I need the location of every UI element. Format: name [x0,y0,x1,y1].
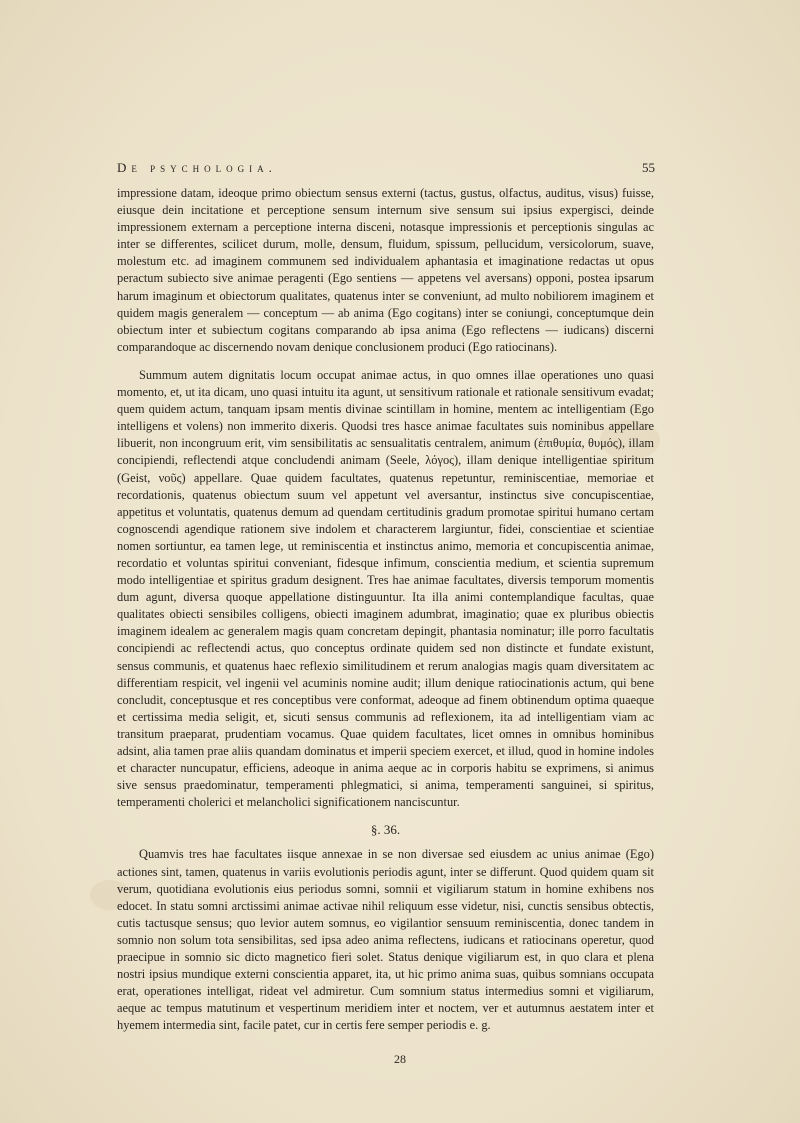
page-header [117,160,655,176]
section-heading: §. 36. [370,822,401,838]
section-paragraph: Quamvis tres hae facultates iisque annexae in se non diversae sed eiusdem ac unius animae (Ego) actiones sint, tamen, quatenus in variis evolutionis periodis agunt, inter se differunt. Quod quidem quam sit verum, quotidiana evolutionis eius periodus somni, somnii et vigiliarum statum in homine exhibens nos edocet. In statu somni arctissimi animae activae nihil reliquum esse videtur, nisi, cunctis sensibus obtectis, cutis tactusque sensus; quo levior autem somnus, eo vigilantior sensuum reminiscentia, donec tandem in somnio non solum tota sensibilitas, sed ipsa adeo anima reflectens, iudicans et ratiocinans operetur, quod praecipue in somnio sic dicto magnetico fieri solet. Status denique vigiliarum est, in quo clara et plena nostri ipsius mundique externi conscientia apparet, ita, ut hic primo anima suas, quibus somnians occupata erat, operationes intelligat, rideat vel admiretur. Cum somnium status intermedius somni et vigiliarum, aeque ac tempus matutinum et vespertinum meridiem inter et noctem, ver et autumnus aestatem inter et hyemem intermedia sint, facile patet, cur in certis fere semper periodis e. g. [117,847,654,1033]
text-body [117,185,654,1035]
paragraph: impressione datam, ideoque primo obiectum sensus externi (tactus, gustus, olfactus, auditus, visus) fuisse, eiusque dein incitatione et perceptione sensum internum sive sensum sui ipsius expergisci, deinde impressionem externam a perceptione interna disceni, notasque impressionis et perceptionis singulas ac inter se differentes, scilicet durum, molle, densum, fluidum, spissum, pellucidum, versicolorum, suave, molestum etc. ad imaginem communem sed individualem aphantasia et imaginatione redactas ut opus peractum subiecto sive animae peragenti (Ego sentiens — appetens vel aversans) opponi, postea ipsarum harum imaginum et obiectorum qualitates, quatenus inter se conveniunt, ad multo nobiliorem imaginem et quidem magis generalem — conceptum — ab anima (Ego cogitans) inter se coniungi, conceptumque dein obiectum inter et subiectum cogitans comparando ab ipsa anima (Ego reflectens — iudicans) discerni comparandoque ac discernendo novam denique conclusionem produci (Ego ratiocinans). [117,186,654,354]
running-title: De psychologia. [117,160,277,175]
paragraph-gap [117,356,654,367]
paragraph: Summum autem dignitatis locum occupat animae actus, in quo omnes illae operationes uno quasi momento, et, ut ita dicam, uno quasi intuitu ita agunt, ut sensitivum rationale et rationale sensitivum evadat; quem quidem actum, tanquam ipsam mentis divinae scintillam in homine, mentem ac intelligentiam (Ego intelligens et volens) non immerito dixeris. Quodsi tres hasce animae facultates suis nominibus appellare libuerit, non incongruum erit, vim sensibilitatis ac sensualitatis centralem, animum (ἐπιθυμία, θυμός), illam concipiendi, reflectendi atque concludendi animam (Seele, λόγος), illam denique intelligentiae spiritum (Geist, νοῦς) appellare. Quae quidem facultates, quatenus repetuntur, reminiscentiae, memoriae et recordationis, quatenus obiectum suum vel appetunt vel aversantur, instinctus sive concupiscentiae, appetitus et voluntatis, quatenus demum ad quendam certitudinis gradum promotae spiritui humano certam cognoscendi agendique rationem sive indolem et characterem largiuntur, fidei, conscientiae et scientiae nomen sortiuntur, ea tamen lege, ut reminiscentia et instinctus animo, memoria et concupiscentia animae, recordatio et voluntas spiritui conveniant, fidesque infimum, conscientia medium, et scientia supremum modo intelligentiae et spiritus gradum designent. Tres hae animae facultates, diversis temporum momentis dum agunt, diversa quoque appellatione distinguuntur. Ita illa animi contemplandique facultas, quae qualitates obiecti sensibiles colligens, obiecti imaginem adumbrat, imaginatio; quae ex pluribus obiectis imaginem idealem ac generalem magis quam concretam depingit, phantasia nominatur; ille porro facultatis concipiendi ac reflectendi actus, quo conceptus ordinate quidem sed non distincte et fundate existunt, sensus communis, et quatenus haec reflexio similitudinem et rerum analogias magis quam diversitatem ac differentiam respicit, vel ingenii vel acuminis nomine audit; illum denique ratiocinationis actum, qui bene concludit, conceptusque et res conceptibus vere conformat, adeoque ad finem obtinendum optima quaeque et certissima media seligit, et, sicuti sensus communis ad reflexionem, ita ad intelligentiam viam ac transitum praeparat, prudentiam vocamus. Quae quidem facultates, licet omnes in omnibus hominibus adsint, alia tamen prae aliis quandam dominatus et imperii speciem exercet, et illud, quod in homine indoles et character nuncupatur, efficiens, adeoque in anima aeque ac in corporis habitu se exprimens, si animus sive sensus praedominatur, temperamenti phlegmatici, si anima, temperamenti sanguinei, si spiritus, temperamenti cholerici et melancholici significationem nanciscuntur. [117,367,654,810]
page-number: 55 [642,160,655,175]
signature-mark: 28 [394,1052,406,1066]
